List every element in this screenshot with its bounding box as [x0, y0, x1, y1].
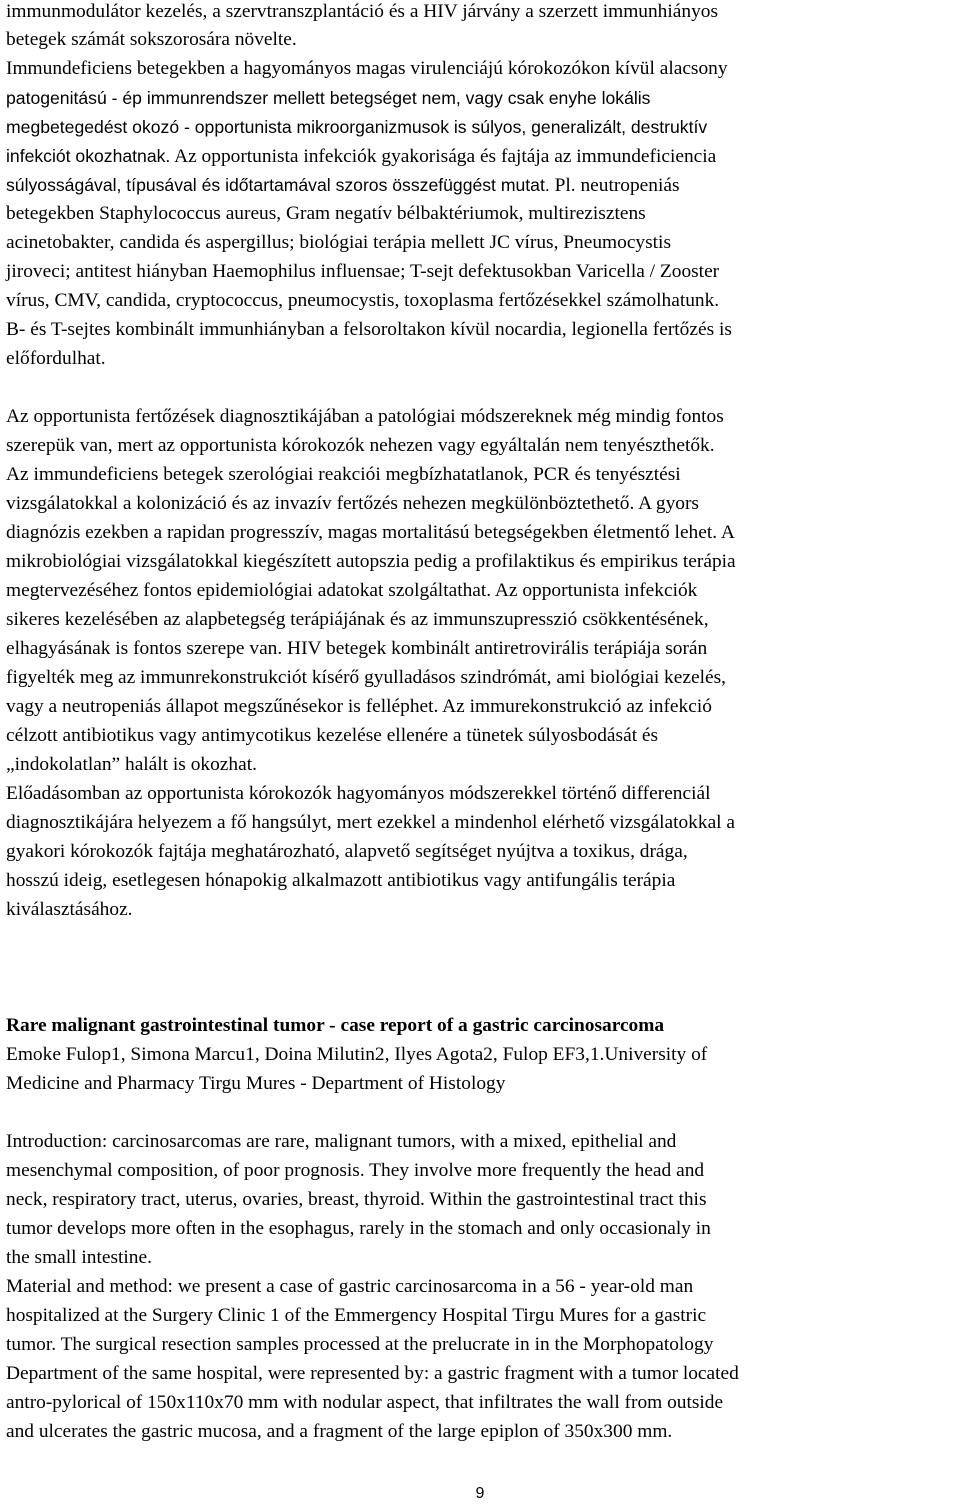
- abstract-authors: Emoke Fulop1, Simona Marcu1, Doina Milutin2, Ilyes Agota2, Fulop EF3,1.University of: [6, 1044, 708, 1065]
- text-line: diagnózis ezekben a rapidan progresszív, magas mortalitású betegségekben életmentő lehet. A: [6, 522, 735, 543]
- text-line: „indokolatlan” halált is okozhat.: [6, 754, 257, 775]
- text-line: tumor develops more often in the esophagus, rarely in the stomach and only occasionaly in: [6, 1218, 711, 1239]
- text-span: infekciót okozhatnak.: [6, 146, 171, 166]
- text-line: Előadásomban az opportunista kórokozók hagyományos módszerekkel történő differenciál: [6, 783, 711, 804]
- text-line: célzott antibiotikus vagy antimycotikus kezelése ellenére a tünetek súlyosbodását és: [6, 725, 659, 746]
- text-line: B- és T-sejtes kombinált immunhiányban a felsoroltakon kívül nocardia, legionella fertőzés is: [6, 319, 732, 340]
- text-line: and ulcerates the gastric mucosa, and a fragment of the large epiplon of 350x300 mm.: [6, 1421, 673, 1442]
- abstract-title: Rare malignant gastrointestinal tumor - case report of a gastric carcinosarcoma: [6, 1015, 665, 1036]
- text-line: megbetegedést okozó - opportunista mikroorganizmusok is súlyos, generalizált, destruktív: [6, 117, 708, 137]
- text-line: hospitalized at the Surgery Clinic 1 of the Emmergency Hospital Tirgu Mures for a gastric: [6, 1305, 707, 1326]
- text-line: vizsgálatokkal a kolonizáció és az invazív fertőzés nehezen megkülönböztethető. A gyors: [6, 493, 699, 514]
- text-line: kiválasztásához.: [6, 899, 133, 920]
- text-line: jiroveci; antitest hiányban Haemophilus influensae; T-sejt defektusokban Varicella / Zooster: [6, 261, 720, 282]
- text-line: Introduction: carcinosarcomas are rare, malignant tumors, with a mixed, epithelial and: [6, 1131, 677, 1152]
- text-line: acinetobakter, candida és aspergillus; biológiai terápia mellett JC vírus, Pneumocystis: [6, 232, 671, 253]
- text-line: előfordulhat.: [6, 348, 106, 369]
- text-line: vagy a neutropeniás állapot megszűnésekor is felléphet. Az immurekonstrukció az infekció: [6, 696, 712, 717]
- text-line: betegek számát sokszorosára növelte.: [6, 29, 297, 50]
- text-line: hosszú ideig, esetlegesen hónapokig alkalmazott antibiotikus vagy antifungális terápia: [6, 870, 676, 891]
- text-line: Material and method: we present a case of gastric carcinosarcoma in a 56 - year-old man: [6, 1276, 694, 1297]
- text-line: diagnosztikájára helyezem a fő hangsúlyt, mert ezekkel a mindenhol elérhető vizsgálatokkal a: [6, 812, 736, 833]
- text-line: the small intestine.: [6, 1247, 152, 1268]
- text-line: patogenitású - ép immunrendszer mellett betegséget nem, vagy csak enyhe lokális: [6, 88, 651, 108]
- text-line: Immundeficiens betegekben a hagyományos magas virulenciájú kórokozókon kívül alacsony: [6, 58, 728, 79]
- text-line: betegekben Staphylococcus aureus, Gram negatív bélbaktériumok, multirezisztens: [6, 203, 646, 224]
- text-line: Az opportunista fertőzések diagnosztikájában a patológiai módszereknek még mindig fontos: [6, 406, 724, 427]
- page-number: 9: [475, 1485, 485, 1502]
- text-line: [6, 173, 680, 198]
- text-line: neck, respiratory tract, uterus, ovaries, breast, thyroid. Within the gastrointestinal tract this: [6, 1189, 707, 1210]
- text-line: Az immundeficiens betegek szerológiai reakciói megbízhatatlanok, PCR és tenyésztési: [6, 464, 681, 485]
- text-line: gyakori kórokozók fajtája meghatározható, alapvető segítséget nyújtva a toxikus, drága,: [6, 841, 688, 862]
- text-line: sikeres kezelésében az alapbetegség terápiájának és az immunszupresszió csökkentésének,: [6, 609, 709, 630]
- text-line: szerepük van, mert az opportunista kórokozók nehezen vagy egyáltalán nem tenyészthetők.: [6, 435, 715, 456]
- text-span: súlyosságával, típusával és időtartamával szoros összefüggést mutat.: [6, 175, 550, 195]
- text-line: immunmodulátor kezelés, a szervtranszplantáció és a HIV járvány a szerzett immunhiányos: [6, 1, 718, 22]
- text-line: [6, 144, 716, 169]
- text-line: megtervezéséhez fontos epidemiológiai adatokat szolgáltathat. Az opportunista infekciók: [6, 580, 698, 601]
- text-line: vírus, CMV, candida, cryptococcus, pneumocystis, toxoplasma fertőzésekkel számolhatunk.: [6, 290, 720, 311]
- text-line: tumor. The surgical resection samples processed at the prelucrate in in the Morphopatology: [6, 1334, 714, 1355]
- text-line: Department of the same hospital, were represented by: a gastric fragment with a tumor located: [6, 1363, 739, 1384]
- text-line: figyelték meg az immunrekonstrukciót kísérő gyulladásos szindrómát, ami biológiai kezelés,: [6, 667, 726, 688]
- text-line: elhagyásának is fontos szerepe van. HIV betegek kombinált antiretrovirális terápiája során: [6, 638, 708, 659]
- text-span: Pl. neutropeniás: [549, 175, 680, 196]
- text-line: mikrobiológiai vizsgálatokkal kiegészített autopszia pedig a profilaktikus és empirikus terápia: [6, 551, 736, 572]
- text-line: antro-pylorical of 150x110x70 mm with nodular aspect, that infiltrates the wall from outside: [6, 1392, 724, 1413]
- abstract-authors: Medicine and Pharmacy Tirgu Mures - Department of Histology: [6, 1073, 506, 1094]
- text-line: mesenchymal composition, of poor prognosis. They involve more frequently the head and: [6, 1160, 705, 1181]
- text-span: Az opportunista infekciók gyakorisága és fajtája az immundeficiencia: [170, 146, 717, 167]
